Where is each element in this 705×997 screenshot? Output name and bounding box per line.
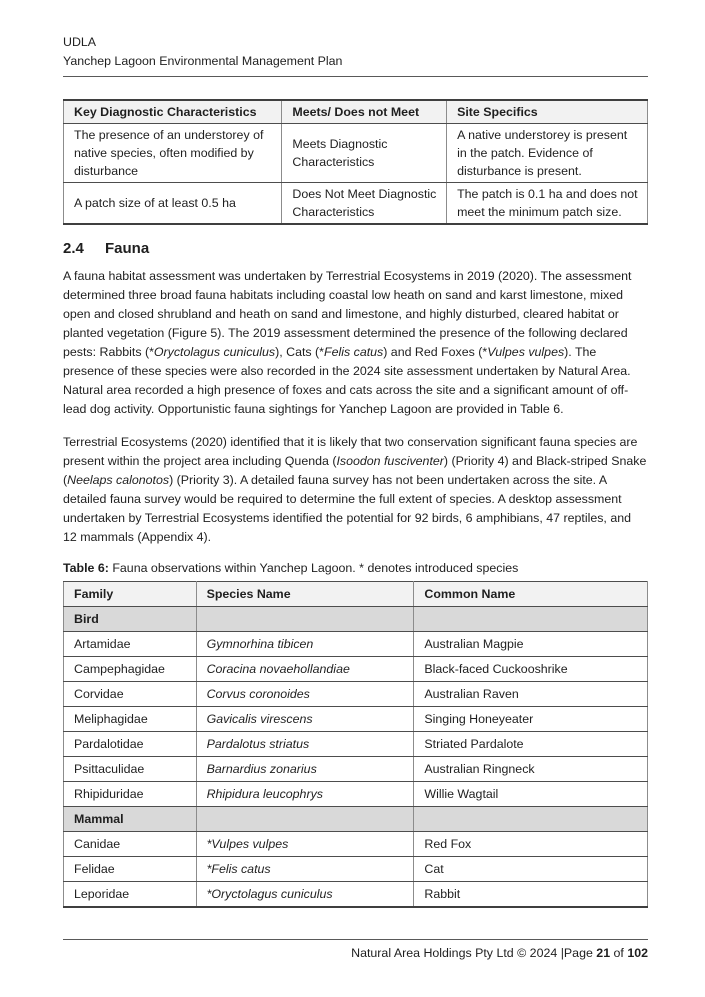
table-cell: Artamidae bbox=[64, 632, 197, 657]
table-cell: Canidae bbox=[64, 832, 197, 857]
table-cell: Campephagidae bbox=[64, 657, 197, 682]
section-title: Fauna bbox=[105, 240, 150, 257]
text-run: ) (Priority 3). A detailed fauna survey has not been undertaken across the site. A detailed fauna survey would be required to determine the full extent of species. A desktop assessment undertaken by Terrestrial Ecosystems identified the potential for 92 birds, 6 amphibians, 47 reptiles, and 12 mammals (Appendix 4). bbox=[63, 473, 631, 544]
table-row bbox=[64, 657, 648, 682]
text-run: ) and Red Foxes (* bbox=[383, 345, 488, 359]
table-cell: Rhipiduridae bbox=[64, 782, 197, 807]
document-header bbox=[63, 33, 648, 77]
text-run: Isoodon fusciventer bbox=[336, 454, 444, 468]
table-cell: Pardalotidae bbox=[64, 732, 197, 757]
table-cell: Cat bbox=[414, 857, 648, 882]
section-row bbox=[64, 807, 648, 832]
table-cell: Rhipidura leucophrys bbox=[196, 782, 414, 807]
fauna-table-caption bbox=[63, 559, 648, 577]
table-cell: Barnardius zonarius bbox=[196, 757, 414, 782]
table-row bbox=[64, 782, 648, 807]
table-cell: The patch is 0.1 ha and does not meet the minimum patch size. bbox=[447, 183, 648, 225]
header-doc-title: Yanchep Lagoon Environmental Management Plan bbox=[63, 54, 343, 68]
table-cell: Australian Ringneck bbox=[414, 757, 648, 782]
table-row bbox=[64, 857, 648, 882]
section-cell bbox=[196, 807, 414, 832]
column-header: Site Specifics bbox=[447, 100, 648, 124]
fauna-table bbox=[63, 581, 648, 908]
text-run: Fauna observations within Yanchep Lagoon. * denotes introduced species bbox=[108, 561, 519, 575]
column-header: Common Name bbox=[414, 582, 648, 607]
table-cell: The presence of an understorey of native species, often modified by disturbance bbox=[64, 124, 282, 183]
table-cell: *Felis catus bbox=[196, 857, 414, 882]
footer-rule bbox=[63, 939, 648, 940]
table-cell: Striated Pardalote bbox=[414, 732, 648, 757]
section-heading bbox=[63, 239, 648, 259]
table-row bbox=[64, 124, 648, 183]
table-cell: *Oryctolagus cuniculus bbox=[196, 882, 414, 908]
table-cell: A patch size of at least 0.5 ha bbox=[64, 183, 282, 225]
column-header: Species Name bbox=[196, 582, 414, 607]
section-row bbox=[64, 607, 648, 632]
table-cell: Corvus coronoides bbox=[196, 682, 414, 707]
table-cell: Gavicalis virescens bbox=[196, 707, 414, 732]
text-run: A fauna habitat assessment was undertaken by Terrestrial Ecosystems in 2019 (2020). The assessment determined three broad fauna habitats including coastal low heath on sand and karst limestone, mixed open and closed shrubland and heath on sand and limestone, and highly disturbed, cleared habitat or planted vegetation (Figure 5). The 2019 assessment determined the presence of the following declared pests: Rabbits (* bbox=[63, 269, 632, 359]
table-cell: Corvidae bbox=[64, 682, 197, 707]
text-run: Neelaps calonotos bbox=[67, 473, 170, 487]
text-run: ) (Priority 4) and Black-striped Snake ( bbox=[63, 454, 647, 487]
header-rule bbox=[63, 76, 648, 77]
table-row bbox=[64, 757, 648, 782]
table-cell: Australian Magpie bbox=[414, 632, 648, 657]
column-header: Family bbox=[64, 582, 197, 607]
column-header: Key Diagnostic Characteristics bbox=[64, 100, 282, 124]
text-run: ). The presence of these species were also recorded in the 2024 site assessment undertaken by Natural Area. Natural area recorded a high presence of foxes and cats across the site and a significant amount of off-lead dog activity. Opportunistic fauna sightings for Yanchep Lagoon are provided in Table 6. bbox=[63, 345, 631, 416]
table-cell: Singing Honeyeater bbox=[414, 707, 648, 732]
header-row bbox=[64, 100, 648, 124]
table-row bbox=[64, 682, 648, 707]
section-label: Mammal bbox=[64, 807, 197, 832]
section-cell bbox=[414, 807, 648, 832]
fauna-paragraph-2 bbox=[63, 433, 648, 547]
table-cell: Coracina novaehollandiae bbox=[196, 657, 414, 682]
header-org: UDLA bbox=[63, 35, 97, 49]
table-cell: Gymnorhina tibicen bbox=[196, 632, 414, 657]
text-run: of bbox=[610, 946, 628, 960]
header-row bbox=[64, 582, 648, 607]
table-row bbox=[64, 732, 648, 757]
table-row bbox=[64, 707, 648, 732]
table-cell: Leporidae bbox=[64, 882, 197, 908]
table-cell: Black-faced Cuckooshrike bbox=[414, 657, 648, 682]
text-run: Table 6: bbox=[63, 561, 109, 575]
table-cell: Does Not Meet Diagnostic Characteristics bbox=[282, 183, 447, 225]
text-run: Vulpes vulpes bbox=[487, 345, 565, 359]
text-run: Oryctolagus cuniculus bbox=[153, 345, 276, 359]
table-row bbox=[64, 632, 648, 657]
table-row bbox=[64, 183, 648, 225]
table-row bbox=[64, 832, 648, 857]
table-cell: Willie Wagtail bbox=[414, 782, 648, 807]
text-run: Terrestrial Ecosystems (2020) identified that it is likely that two conservation significant fauna species are present within the project area including Quenda ( bbox=[63, 435, 638, 468]
section-number: 2.4 bbox=[63, 240, 84, 257]
text-run: ), Cats (* bbox=[275, 345, 325, 359]
table-cell: Pardalotus striatus bbox=[196, 732, 414, 757]
table-cell: Red Fox bbox=[414, 832, 648, 857]
table-cell: A native understorey is present in the patch. Evidence of disturbance is present. bbox=[447, 124, 648, 183]
table-cell: Psittaculidae bbox=[64, 757, 197, 782]
text-run: Felis catus bbox=[324, 345, 384, 359]
text-run: 21 bbox=[596, 946, 611, 960]
table-cell: Rabbit bbox=[414, 882, 648, 908]
table-cell: Meets Diagnostic Characteristics bbox=[282, 124, 447, 183]
table-row bbox=[64, 882, 648, 908]
section-cell bbox=[414, 607, 648, 632]
table-cell: Australian Raven bbox=[414, 682, 648, 707]
column-header: Meets/ Does not Meet bbox=[282, 100, 447, 124]
diagnostics-table bbox=[63, 99, 648, 225]
table-cell: Meliphagidae bbox=[64, 707, 197, 732]
table-cell: *Vulpes vulpes bbox=[196, 832, 414, 857]
text-run: 102 bbox=[627, 946, 648, 960]
text-run: Natural Area Holdings Pty Ltd © 2024 |Page bbox=[351, 946, 597, 960]
table-cell: Felidae bbox=[64, 857, 197, 882]
section-cell bbox=[196, 607, 414, 632]
fauna-paragraph-1 bbox=[63, 267, 648, 419]
section-label: Bird bbox=[64, 607, 197, 632]
page-footer bbox=[63, 934, 648, 963]
footer-text bbox=[63, 944, 648, 963]
